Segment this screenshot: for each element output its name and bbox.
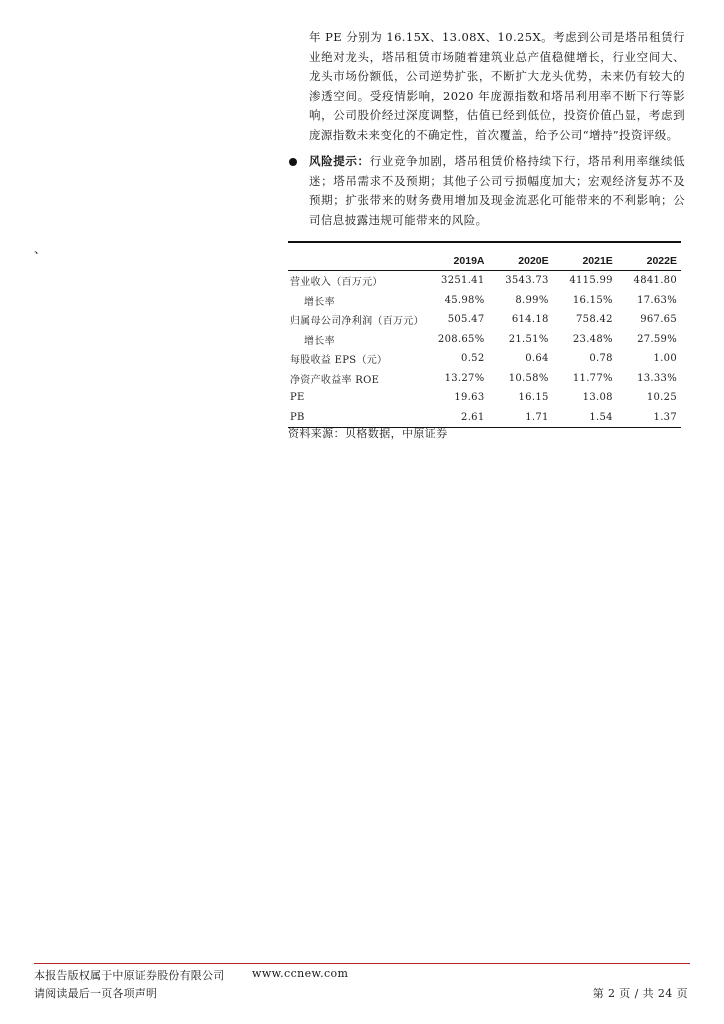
row-label: 每股收益 EPS（元） [290,355,388,367]
value-cell: 13.33% [637,372,677,384]
risk-text: 行业竞争加剧，塔吊租赁价格持续下行，塔吊利用率继续低迷；塔吊需求不及预期；其他子公司亏损幅度加大；宏观经济复苏不及预期；扩张带来的财务费用增加及现金流恶化可能带来的不利影响；公司信息披露违规可能带来的风险。 [309,154,685,227]
row-label: 营业收入（百万元） [290,277,383,289]
table-row [288,310,681,330]
value-cell: 0.78 [589,353,613,365]
row-label: PB [290,411,305,423]
row-label: 增长率 [304,335,335,347]
value-cell: 4115.99 [569,275,613,287]
value-cell: 10.25 [646,392,677,404]
value-cell: 27.59% [637,333,677,345]
value-cell: 13.08 [582,392,613,404]
value-cell: 505.47 [447,314,485,326]
value-cell: 23.48% [572,333,613,345]
value-cell: 1.54 [589,411,613,423]
value-cell: 21.51% [508,333,549,345]
valuation-paragraph: 年 PE 分别为 16.15X、13.08X、10.25X。考虑到公司是塔吊租赁行业绝对龙头，塔吊租赁市场随着建筑业总产值稳健增长，行业空间大、龙头市场份额低，公司逆势扩张，不断扩大龙头优势，未来仍有较大的渗透空间。受疫情影响，2020 年庞源指数和塔吊利用率不断下行等影响，公司股价经过深度调整，估值已经到低位，投资价值凸显，考虑到庞源指数未来变化的不确定性，首次覆盖，给予公司“增持”投资评级。 [309,30,685,142]
row-label: 净资产收益率 ROE [290,374,380,386]
value-cell: 758.42 [576,314,613,326]
footer-copyright: 本报告版权属于中原证券股份有限公司 [34,969,225,982]
footer-website-link[interactable]: www.ccnew.com [252,967,349,980]
risk-paragraph [309,152,685,230]
value-cell: 16.15 [518,392,549,404]
value-cell: 614.18 [511,314,549,326]
value-cell: 0.64 [525,353,549,365]
value-cell: 1.71 [525,411,549,423]
value-cell: 16.15% [572,294,613,306]
footer-rule [34,963,690,964]
header-cell [288,242,424,271]
table-row [288,330,681,350]
value-cell: 10.58% [508,372,549,384]
header-cell: 2021E [582,255,613,267]
header-cell: 2019A [453,255,485,267]
source-note: 资料来源：贝格数据，中原证券 [288,427,448,440]
row-label: 增长率 [304,296,335,308]
financial-forecast-table [288,241,681,428]
header-cell: 2022E [646,255,677,267]
value-cell: 8.99% [515,294,549,306]
row-label: 归属母公司净利润（百万元） [290,316,424,328]
value-cell: 3251.41 [441,275,485,287]
value-cell: 13.27% [444,372,485,384]
value-cell: 208.65% [437,333,485,345]
table-row [288,369,681,389]
value-cell: 2.61 [461,411,485,423]
page-number: 第 2 页 / 共 24 页 [592,987,688,1000]
value-cell: 19.63 [454,392,485,404]
value-cell: 45.98% [444,294,485,306]
table-row [288,388,681,408]
value-cell: 0.52 [461,353,485,365]
value-cell: 17.63% [637,294,677,306]
table-row [288,271,681,291]
value-cell: 1.37 [653,411,677,423]
bullet-icon [289,158,297,166]
value-cell: 967.65 [640,314,677,326]
header-cell: 2020E [518,255,549,267]
footer-disclaimer: 请阅读最后一页各项声明 [34,987,158,1000]
table-header-row [288,242,681,271]
table-row [288,349,681,369]
row-label: PE [290,392,305,404]
value-cell: 4841.80 [633,275,677,287]
table-row [288,291,681,311]
risk-label: 风险提示： [309,154,370,168]
value-cell: 1.00 [653,353,677,365]
value-cell: 11.77% [572,372,613,384]
value-cell: 3543.73 [505,275,549,287]
stray-mark: 、 [34,242,47,256]
